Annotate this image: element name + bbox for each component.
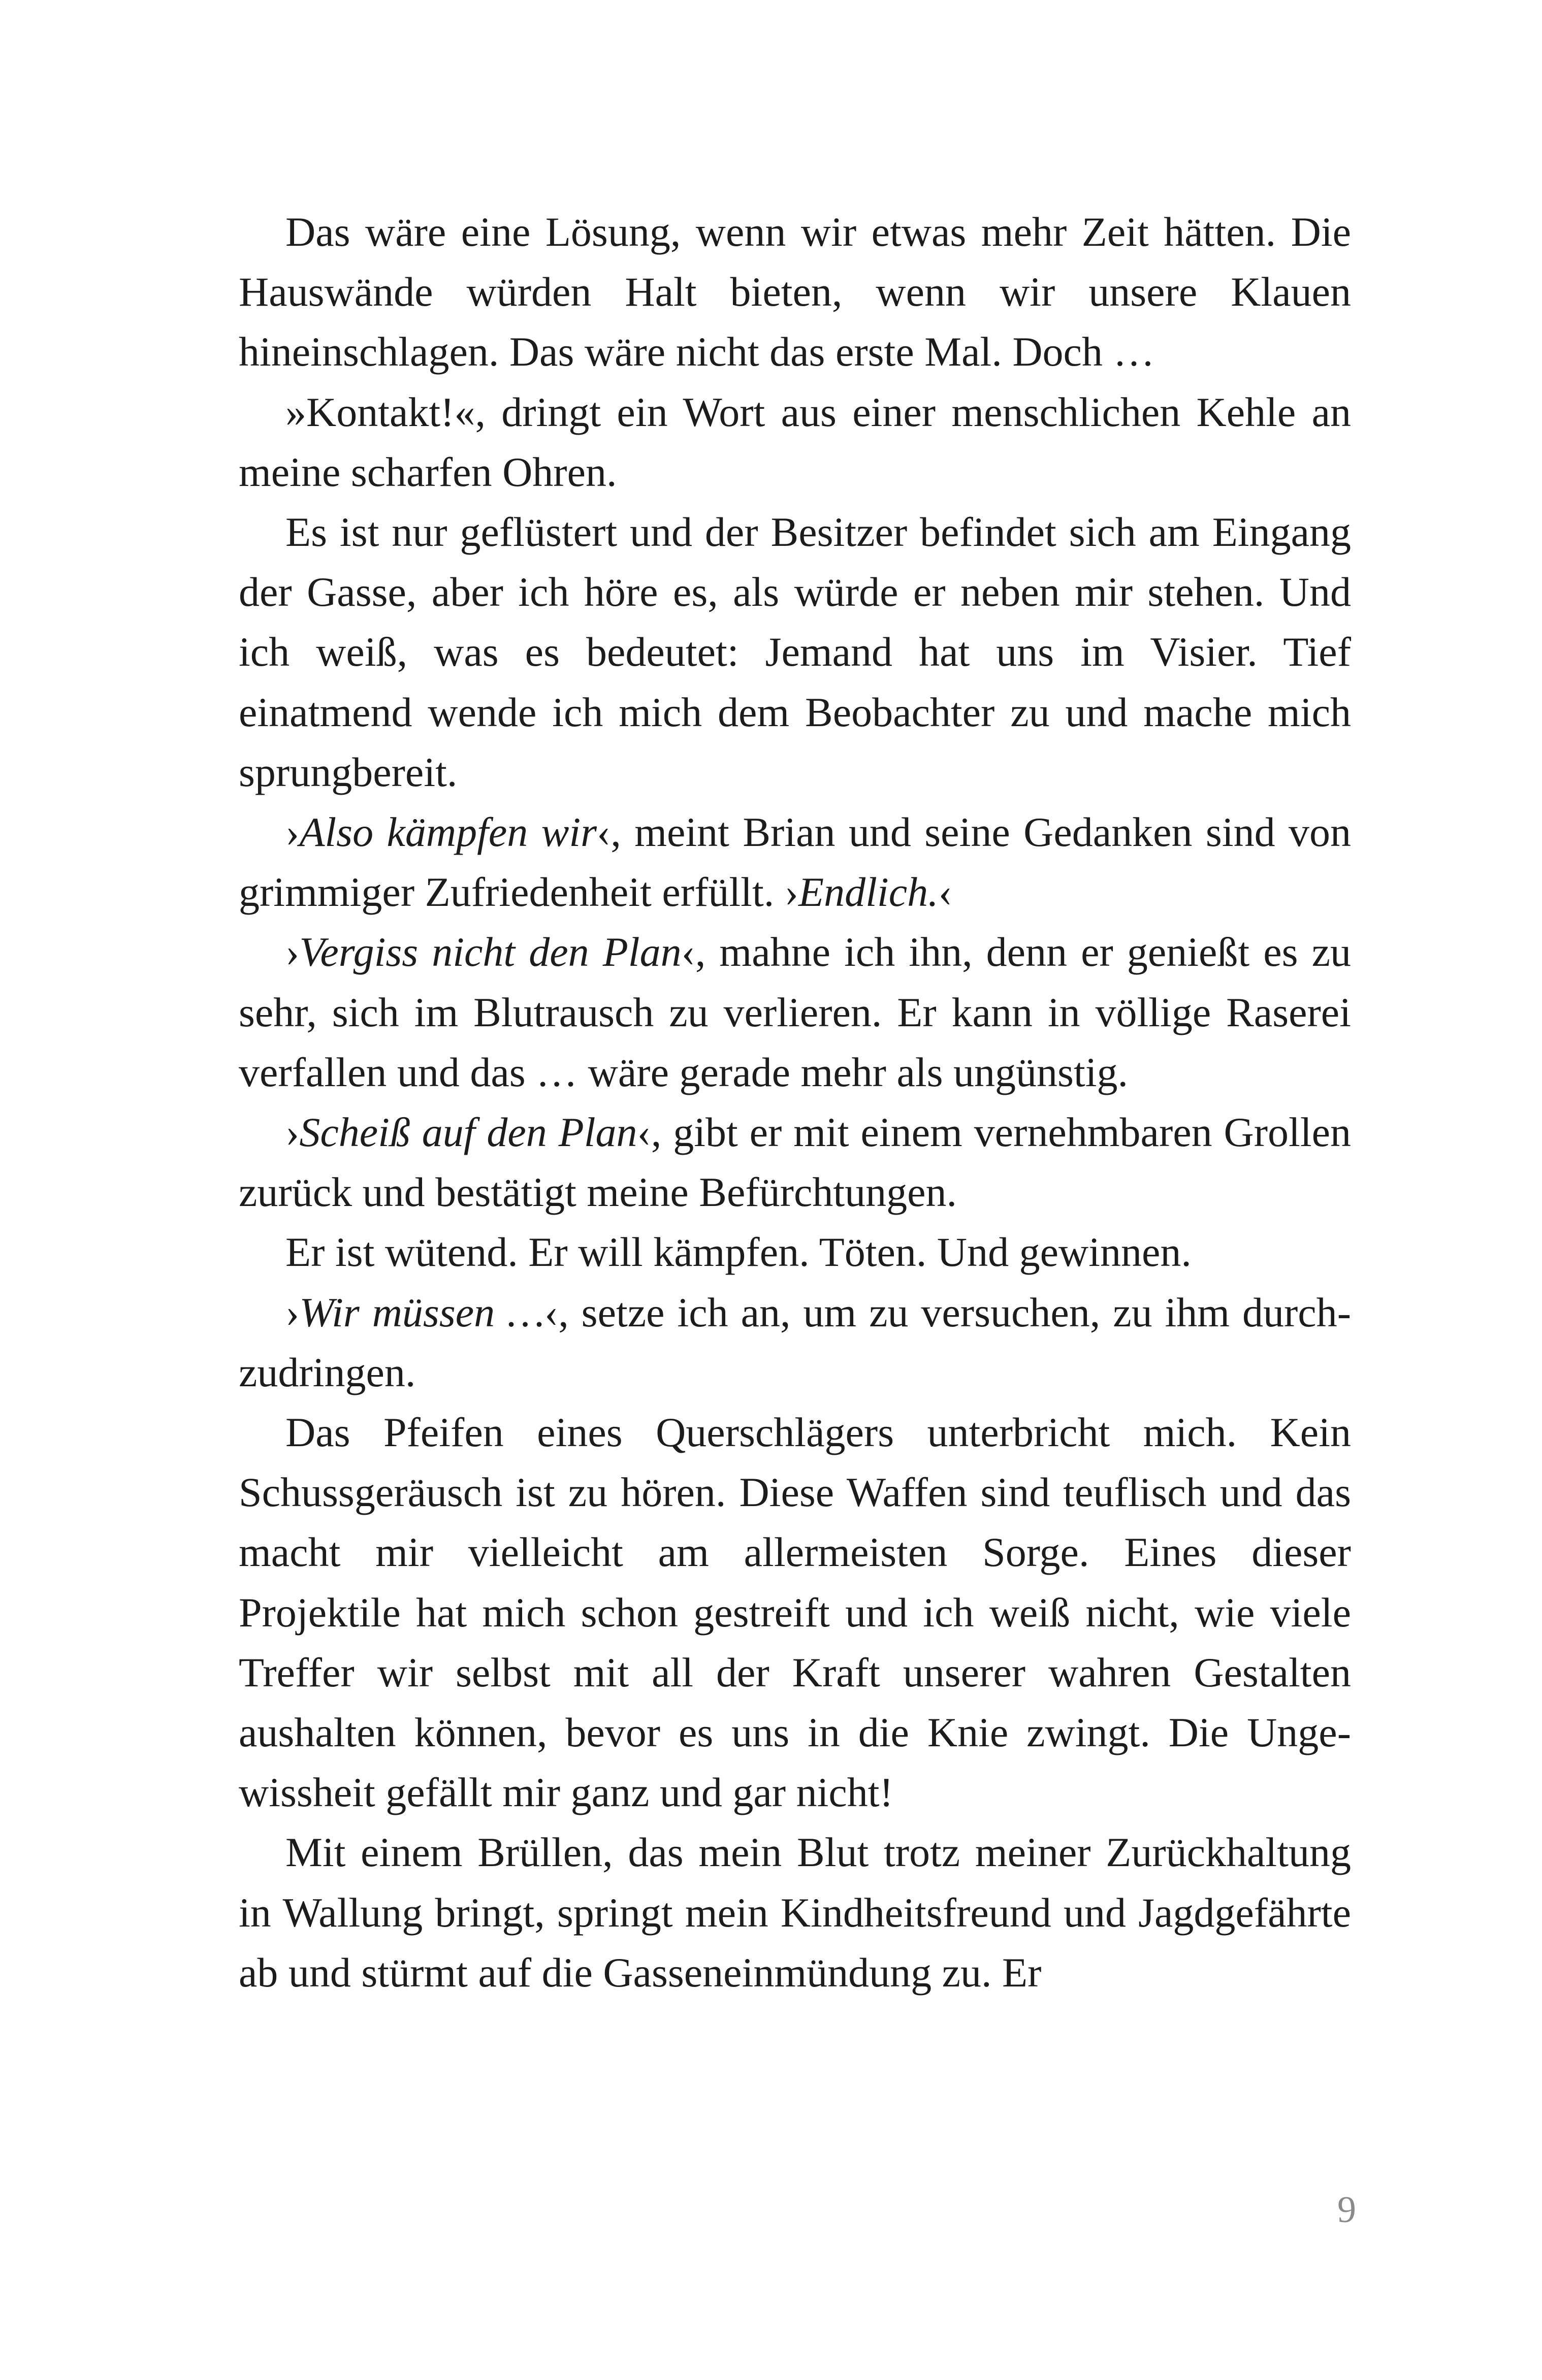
paragraph	[239, 1102, 1351, 1222]
italic-text: Wir müssen …	[299, 1289, 544, 1335]
text-run: ‹, mahne ich ihn, denn er genießt es zu sehr, sich im Blutrausch zu verlieren. Er kann in völlige Raserei verfallen und das … wäre gerade mehr als ungünstig.	[239, 929, 1351, 1095]
paragraph	[239, 202, 1351, 382]
text-run: ‹, gibt er mit einem vernehmbaren Grollen zurück und bestätigt meine Befürchtungen.	[239, 1109, 1351, 1216]
text-run: Mit einem Brüllen, das mein Blut trotz meiner Zurückhaltung in Wallung bringt, springt mein Kindheitsfreund und Jagdgefährte ab und stürmt auf die Gasseneinmündung zu. Er	[239, 1829, 1351, 1996]
text-run: Das wäre eine Lösung, wenn wir etwas mehr Zeit hätten. Die Hauswände würden Halt bieten, wenn wir unsere Klauen hineinschlagen. Das wäre nicht das erste Mal. Doch …	[239, 209, 1351, 375]
text-run: ‹, meint Brian und seine Gedanken sind von grimmiger Zufriedenheit erfüllt. ›	[239, 809, 1351, 916]
text-run: ‹	[938, 869, 952, 916]
paragraph	[239, 802, 1351, 922]
page-number: 9	[1337, 2189, 1356, 2231]
paragraph	[239, 922, 1351, 1102]
italic-text: Endlich.	[798, 869, 939, 916]
paragraph	[239, 1403, 1351, 1822]
text-run: ›	[285, 929, 300, 975]
italic-text: Vergiss nicht den Plan	[299, 929, 682, 975]
paragraph	[239, 502, 1351, 802]
italic-text: Also kämpfen wir	[299, 809, 597, 856]
italic-text: Scheiß auf den Plan	[299, 1109, 637, 1156]
text-run: ›	[285, 1109, 300, 1156]
text-run: Das Pfeifen eines Querschlägers unterbricht mich. Kein Schussgeräusch ist zu hören. Diese Waffen sind teuflisch und das macht mir vielleicht am allermeisten Sorge. Eines dieser Projektile hat mich schon gestreift und ich weiß nicht, wie viele Treffer wir selbst mit all der Kraft unserer wahren Gestalten aushalten können, bevor es uns in die Knie zwingt. Die Ungewissheit gefällt mir ganz und gar nicht!	[239, 1409, 1351, 1816]
paragraph	[239, 1822, 1351, 2003]
text-run: Es ist nur geflüstert und der Besitzer befindet sich am Eingang der Gasse, aber ich höre es, als würde er neben mir stehen. Und ich weiß, was es bedeutet: Jemand hat uns im Visier. Tief einatmend wende ich mich dem Beobachter zu und mache mich sprungbereit.	[239, 509, 1351, 795]
paragraph	[239, 1283, 1351, 1403]
body-text	[239, 202, 1351, 2003]
text-run: »Kontakt!«, dringt ein Wort aus einer menschlichen Kehle an meine scharfen Ohren.	[239, 388, 1351, 495]
paragraph	[239, 382, 1351, 502]
paragraph	[239, 1222, 1351, 1282]
text-run: ‹, setze ich an, um zu versuchen, zu ihm durchzudringen.	[239, 1289, 1351, 1395]
text-run: ›	[285, 1289, 300, 1335]
text-run: ›	[285, 809, 300, 856]
text-run: Er ist wütend. Er will kämpfen. Töten. Und gewinnen.	[285, 1229, 1192, 1276]
